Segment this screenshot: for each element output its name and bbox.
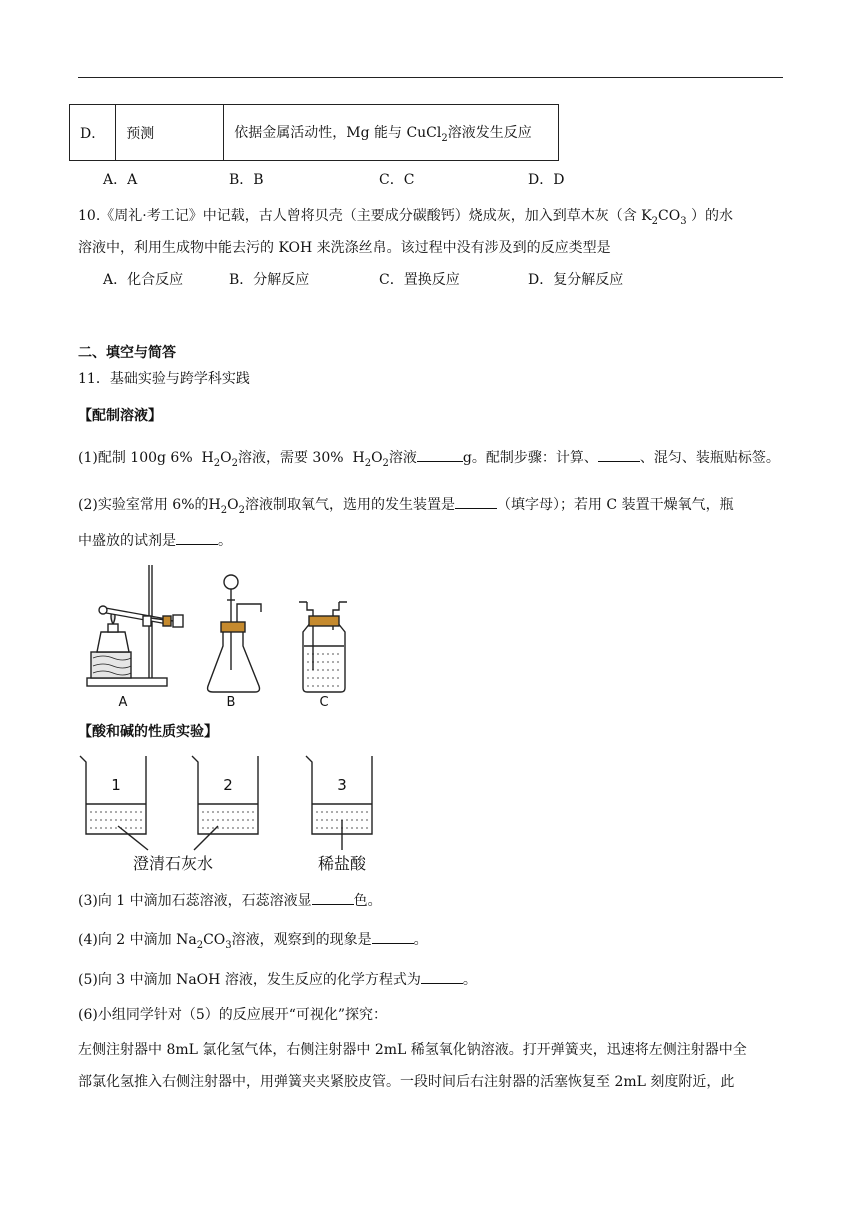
q11-part6: (6)小组同学针对（5）的反应展开“可视化”探究： xyxy=(78,1007,388,1023)
beaker-2 xyxy=(192,756,258,834)
q10-choice-c[interactable]: C．置换反应 xyxy=(379,272,460,288)
beaker-number-1: 1 xyxy=(111,776,121,794)
q11-title: 11．基础实验与跨学科实践 xyxy=(78,371,250,387)
option-table xyxy=(69,104,559,161)
answer-blank[interactable] xyxy=(372,929,414,944)
q9-choice-d[interactable]: D．D xyxy=(528,172,565,188)
answer-blank[interactable] xyxy=(598,447,640,462)
apparatus-a xyxy=(87,565,183,686)
option-content: 依据金属活动性，Mg 能与 CuCl$_2$溶液发生反应 xyxy=(224,105,559,161)
apparatus-figure xyxy=(75,560,375,715)
q11-part6-line2: 部氯化氢推入右侧注射器中，用弹簧夹夹紧胶皮管。一段时间后右注射器的活塞恢复至 2mL 刻度附近，此 xyxy=(78,1074,735,1090)
q10-choice-a[interactable]: A．化合反应 xyxy=(103,272,184,288)
apparatus-b xyxy=(208,575,261,692)
label-hcl: 稀盐酸 xyxy=(317,854,367,873)
q9-choice-a[interactable]: A．A xyxy=(103,172,138,188)
q10-line2: 溶液中，利用生成物中能去污的 KOH 来洗涤丝帛。该过程中没有涉及到的反应类型是 xyxy=(78,240,611,256)
header-rule xyxy=(78,77,783,78)
answer-blank[interactable] xyxy=(417,447,463,462)
apparatus-label-a: A xyxy=(118,695,128,710)
subsection-prepare-solution: 【配制溶液】 xyxy=(78,408,162,424)
beakers-figure xyxy=(76,750,396,880)
section-title: 二、填空与简答 xyxy=(78,345,176,361)
q10-choice-b[interactable]: B．分解反应 xyxy=(229,272,310,288)
q10-line1: 10.《周礼·考工记》中记载，古人曾将贝壳（主要成分碳酸钙）烧成灰，加入到草木灰（含 $K_2CO_3$ ）的水 xyxy=(78,208,734,227)
q11-part2: (2)实验室常用 6%的$H_2O_2$溶液制取氧气，选用的发生装置是 （填字母）；若用 C 装置干燥氧气，瓶 xyxy=(78,494,734,521)
apparatus-label-c: C xyxy=(319,695,329,710)
q11-part2-line2: 中盛放的试剂是 。 xyxy=(78,530,232,551)
answer-blank[interactable] xyxy=(176,530,218,545)
q9-choice-b[interactable]: B．B xyxy=(229,172,264,188)
answer-blank[interactable] xyxy=(312,890,354,905)
apparatus-label-b: B xyxy=(226,695,236,710)
q10-choice-d[interactable]: D．复分解反应 xyxy=(528,272,624,288)
answer-blank[interactable] xyxy=(421,969,463,984)
q11-part6-line1: 左侧注射器中 8mL 氯化氢气体，右侧注射器中 2mL 稀氢氧化钠溶液。打开弹簧夹，迅速将左侧注射器中全 xyxy=(78,1042,747,1058)
q11-part4: (4)向 2 中滴加 $Na_2CO_3$溶液，观察到的现象是 。 xyxy=(78,929,428,956)
q9-choice-c[interactable]: C．C xyxy=(379,172,415,188)
beaker-3 xyxy=(306,756,372,834)
answer-blank[interactable] xyxy=(455,494,497,509)
beaker-number-3: 3 xyxy=(337,776,347,794)
subsection-acid-base: 【酸和碱的性质实验】 xyxy=(78,724,218,740)
q11-part5: (5)向 3 中滴加 NaOH 溶液，发生反应的化学方程式为 。 xyxy=(78,969,477,990)
q11-part3: (3)向 1 中滴加石蕊溶液，石蕊溶液显 色。 xyxy=(78,890,382,911)
option-type: 预测 xyxy=(116,105,224,161)
option-letter: D． xyxy=(70,105,116,161)
beaker-1 xyxy=(80,756,146,834)
q11-part1: (1)配制 100g 6% $H_2O_2$溶液，需要 30% $H_2O_2$溶液 g。配制步骤：计算、 、混匀、装瓶贴标签。 xyxy=(78,447,780,474)
label-limewater: 澄清石灰水 xyxy=(132,854,214,873)
option-row-d xyxy=(70,105,559,161)
beaker-number-2: 2 xyxy=(223,776,233,794)
apparatus-c xyxy=(299,602,347,692)
